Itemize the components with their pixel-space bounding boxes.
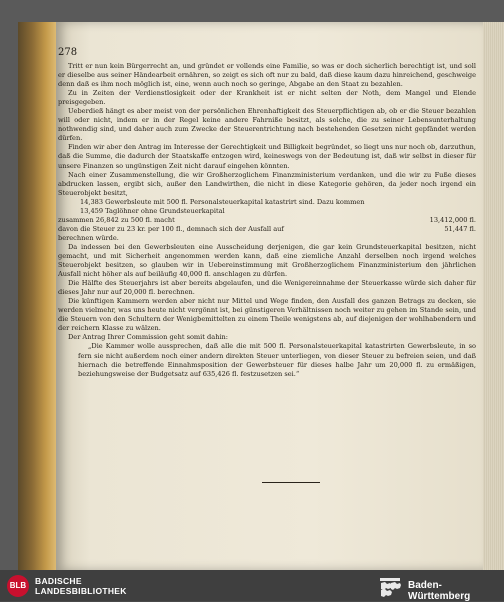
state-name[interactable]: Baden-Württemberg [408,580,471,602]
calc-line-1: 14,383 Gewerbsleute mit 500 fl. Personalsteuerkapital katastrirt sind. Dazu kommen [80,197,365,206]
paragraph: Nach einer Zusammenstellung, die wir Großherzoglichem Finanzministerium verdanken, und die wir zu Fuße dieses abdrucken lassen, ergibt sich, außer den Landwirthen, die nicht in diese Kategorie gehören, da jeder noch irgend ein Steuerobjekt besitzt, [58,170,476,197]
paragraph: Tritt er nun kein Bürgerrecht an, und gründet er vollends eine Familie, so was er doch sicherlich berechtigt ist, und soll er dieselbe aus seiner Händearbeit ernähren, so zeigt es sich oft nur zu bald, daß diese kaum dazu hinreichend, geschweige denn daß es ihm noch möglich ist, eine, wenn auch noch so geringe, Abgabe an den Staat zu bezahlen. [58,62,476,89]
calc-sum-row [58,216,476,225]
library-name[interactable] [35,576,127,596]
library-name-line2: LANDESBIBLIOTHEK [35,585,127,596]
library-name-line1: BADISCHE [35,575,82,586]
closing-rule [262,482,320,483]
page-edges [483,22,504,570]
calc-deficit-value: 51,447 fl. [444,224,476,233]
calc-deficit-label: davon die Steuer zu 23 kr. per 100 fl., demnach sich der Ausfall auf [58,224,284,233]
calc-deficit-suffix: berechnen würde. [58,233,119,242]
page-text [58,62,476,379]
motion-quote: „Die Kammer wolle aussprechen, daß alle die mit 500 fl. Personalsteuerkapital katastrirten Gewerbsleute, in so fern sie nicht außerdem noch einer andern direkten Steuer unterliegen, von dieser Steuer zu befreien seien, und daß hiernach die betreffende Einnahmsposition der Gewerbsteuer für dieses halbe Jahr um 20,000 fl. zu ermäßigen, beziehungsweise der Budgetsatz auf 635,426 fl. festzusetzen sei.“ [78,342,476,378]
page-number: 278 [58,47,78,58]
calculation-table [58,198,476,243]
book-spine-edge [18,22,58,570]
paragraph: Finden wir aber den Antrag im Interesse der Gerechtigkeit und Billigkeit begründet, so liegt uns nur noch ob, darzuthun, daß die Summe, die dadurch der Staatskaffe entzogen wird, keineswegs von der Bedeutung ist, daß wir selbst in dieser für unsere Finanzen so ungünstigen Zeit nicht darauf eingehen könnten. [58,143,476,170]
paragraph: Die Hälfte des Steuerjahrs ist aber bereits abgelaufen, und die Wenigereinnahme der Steuerkasse würde sich daher für dieses Jahr nur auf 20,000 fl. berechnen. [58,279,476,297]
calc-line-2: 13,459 Taglöhner ohne Grundsteuerkapital [80,206,225,215]
blb-logo-icon[interactable]: BLB [7,575,29,597]
paragraph: Ueberdieß hängt es aber meist von der persönlichen Ehrenhaftigkeit des Steuerpflichtigen ab, ob er die Steuer bezahlen will oder nicht, indem er in der Regel keine andere Fahrniße besitzt, als solche, die zu seiner Lebensunterhaltung nothwendig sind, und daher auch zum Zwecke der Steuerentrichtung nach bestehenden Gesetzen nicht gepfändet werden dürfen. [58,107,476,143]
calc-sum-value: 13,412,000 fl. [429,215,476,224]
calc-sum-label: zusammen 26,842 zu 500 fl. macht [58,215,175,224]
paragraph: Die künftigen Kammern werden aber nicht nur Mittel und Wege finden, den Ausfall des ganzen Betrags zu decken, sie werden vielmehr, was uns heute nicht vergönnt ist, bei günstigeren Verhältnissen noch weiter zu gehen im Stande sein, und die Steuern von den Schultern der Wenigbemittelten zu einem Theile wenigstens ab, auf diejenigen der wohlhabendern und der reichern Klasse zu wälzen. [58,297,476,333]
paragraph: Zu in Zeiten der Verdienstlosigkeit oder der Krankheit ist er nicht selten der Noth, dem Mangel und Elende preisgegeben. [58,89,476,107]
paragraph: Der Antrag Ihrer Commission geht somit dahin: [68,333,229,342]
baden-wuerttemberg-lions-icon[interactable] [377,574,403,598]
paragraph: Da indessen bei den Gewerbsleuten eine Ausscheidung derjenigen, die gar kein Grundsteuerkapital besitzen, nicht gemacht, und mit Sicherheit angenommen werden kann, daß eine ziemliche Anzahl derselben noch irgend welches Steuerobjekt besitzen, so glauben wir in Uebereinstimmung mit Großherzoglichem Finanzministerium den jährlichen Ausfall nicht höher als auf beiläufig 40,000 fl. anschlagen zu dürfen. [58,242,476,279]
calc-deficit-row [58,225,476,234]
